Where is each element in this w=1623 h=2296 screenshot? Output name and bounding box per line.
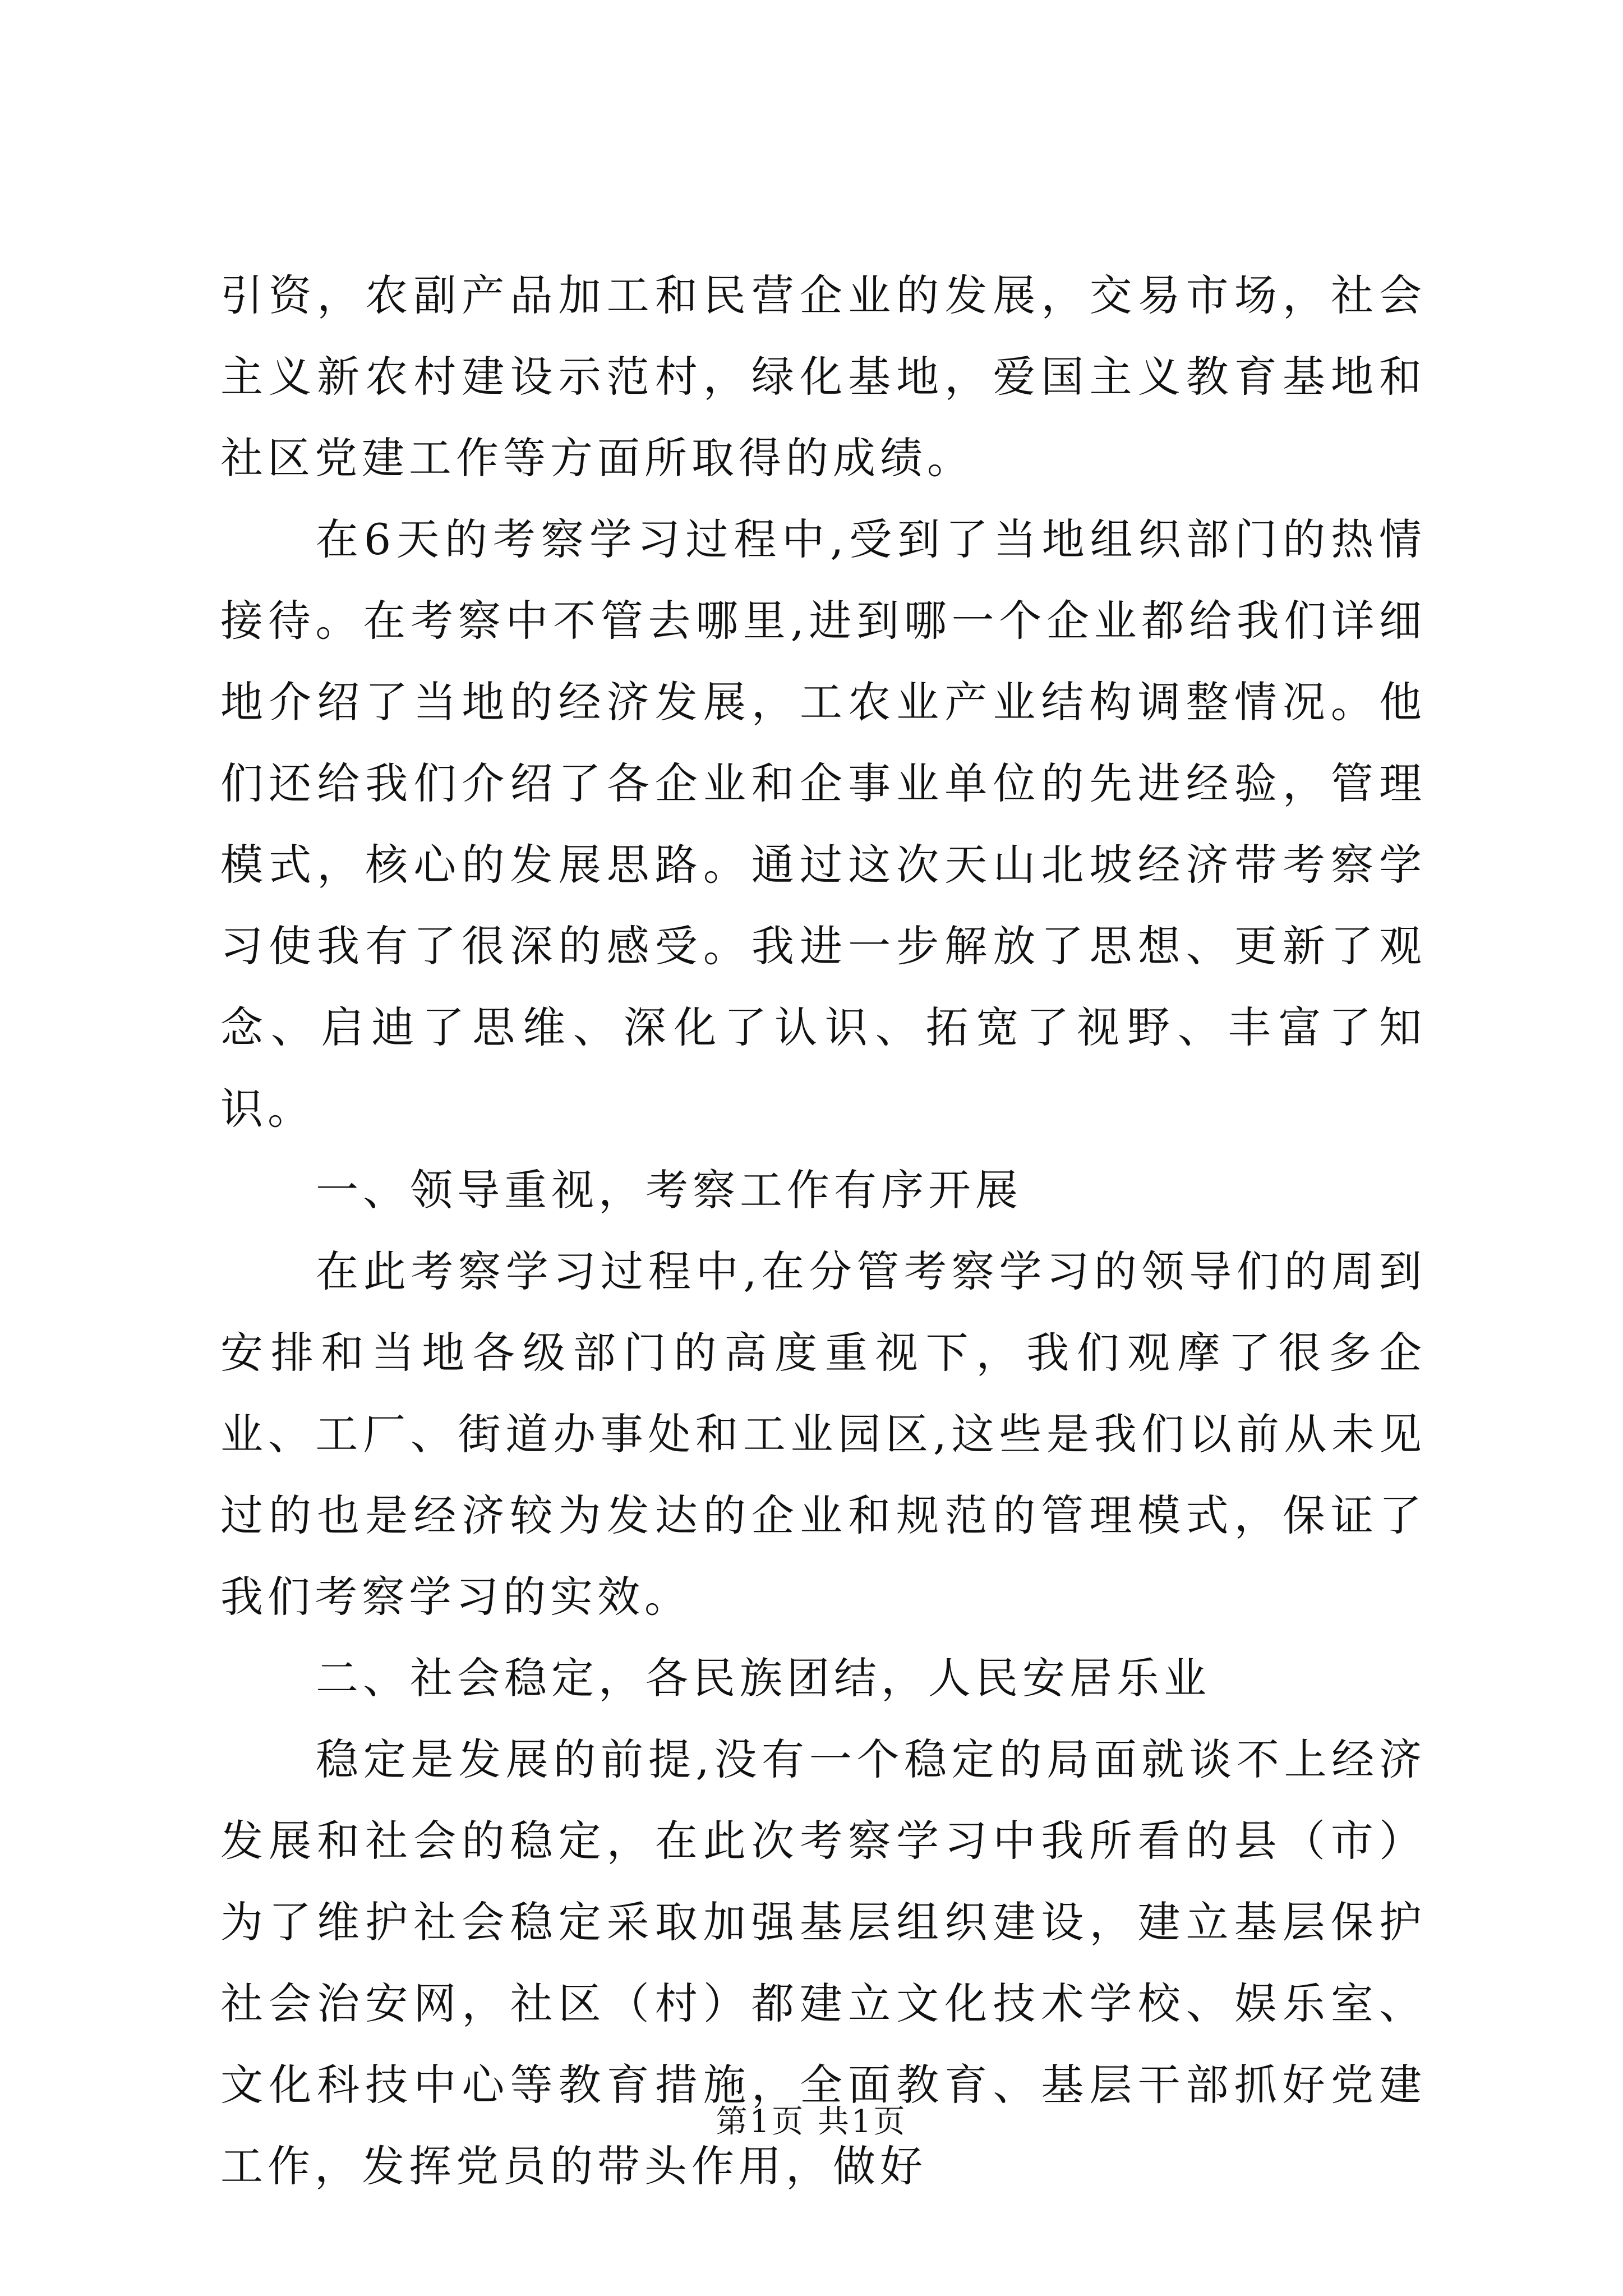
paragraph-stability: 稳定是发展的前提,没有一个稳定的局面就谈不上经济发展和社会的稳定，在此次考察学习中我所看的县（市）为了维护社会稳定采取加强基层组织建设，建立基层保护社会治安网，社区（村）都建立文化技术学校、娱乐室、文化科技中心等教育措施，全面教育、基层干部抓好党建工作，发挥党员的带头作用，做好 [220, 1734, 1426, 2191]
section-heading-leadership: 一、领导重视，考察工作有序开展 [316, 1165, 1022, 1215]
page-number-footer: 第1页 共1页 [716, 2104, 907, 2140]
paragraph-inspection-overview: 在6天的考察学习过程中,受到了当地组织部门的热情接待。在考察中不管去哪里,进到哪一个企业都给我们详细地介绍了当地的经济发展，工农业产业结构调整情况。他们还给我们介绍了各企业和企事业单位的先进经验，管理模式，核心的发展思路。通过这次天山北坡经济带考察学习使我有了很深的感受。我进一步解放了思想、更新了观念、启迪了思维、深化了认识、拓宽了视野、丰富了知识。 [220, 514, 1426, 1134]
paragraph-continued: 引资，农副产品加工和民营企业的发展，交易市场，社会主义新农村建设示范村，绿化基地，爱国主义教育基地和社区党建工作等方面所取得的成绩。 [220, 270, 1426, 483]
document-body [220, 255, 1426, 2207]
section-heading-stability: 二、社会稳定，各民族团结，人民安居乐业 [316, 1653, 1211, 1703]
paragraph-leadership: 在此考察学习过程中,在分管考察学习的领导们的周到安排和当地各级部门的高度重视下，我们观摩了很多企业、工厂、街道办事处和工业园区,这些是我们以前从未见过的也是经济较为发达的企业和规范的管理模式，保证了我们考察学习的实效。 [220, 1246, 1426, 1622]
